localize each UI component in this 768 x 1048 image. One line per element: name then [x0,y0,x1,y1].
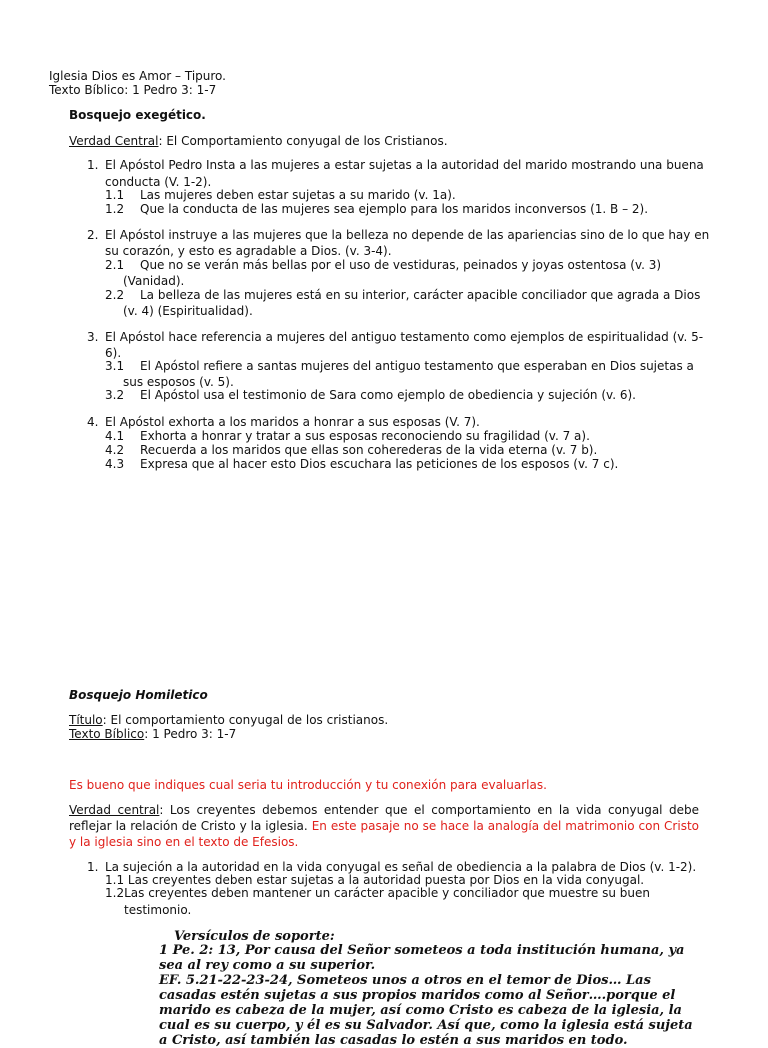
central-truth-text: : El Comportamiento conyugal de los Cristianos. [158,134,448,148]
subpoint-text: Que no se verán más bellas por el uso de vestiduras, peinados y joyas ostentosa (v. 3) [140,258,662,272]
texto-text: : 1 Pedro 3: 1-7 [144,727,237,741]
subpoint-number: 4.1 [105,429,125,443]
central-text: : Los creyentes debemos entender que el comportamiento en la vida conyugal debe reflejar la relación de Cristo y la iglesia. [69,803,700,833]
subpoint-text: 1.2Las creyentes deben mantener un carácter apacible y conciliador que muestre su buen [105,886,651,900]
point-text-cont: conducta (V. 1-2). [105,175,212,189]
subpoint-text-cont: (Vanidad). [123,274,185,288]
subpoint-text: Expresa que al hacer esto Dios escuchara las peticiones de los esposos (v. 7 c). [140,457,619,471]
subpoint-text: 1.1 Las creyentes deben estar sujetas a la autoridad puesta por Dios en la vida conyugal. [105,873,645,887]
subpoint-number: 2.1 [105,258,125,272]
homiletic-titulo [69,713,388,727]
subpoint-number: 1.1 [105,188,125,202]
exegetic-central-truth [69,134,448,148]
subpoint-number: 4.2 [105,443,125,457]
point-text: El Apóstol Pedro Insta a las mujeres a estar sujetas a la autoridad del marido mostrando una buena [105,158,704,172]
homiletic-title: Bosquejo Homiletico [69,688,208,702]
support-verse-2: EF. 5.21-22-23-24, Someteos unos a otros en el temor de Dios… Las casadas estén sujetas a sus propios maridos como al Señor….porque el marido es cabeza de la mujer, así como Cristo es cabeza de la iglesia, la cual es su cuerpo, y él es su Salvador. Así que, como la iglesia está sujeta a Cristo, así también las casadas lo estén a sus maridos en todo. [159,973,693,1048]
titulo-text: : El comportamiento conyugal de los cristianos. [102,713,389,727]
point-text: El Apóstol exhorta a los maridos a honrar a sus esposas (V. 7). [105,415,480,429]
subpoint-text: Las mujeres deben estar sujetas a su marido (v. 1a). [140,188,456,202]
subpoint-text: El Apóstol usa el testimonio de Sara como ejemplo de obediencia y sujeción (v. 6). [140,388,636,402]
point-number: 2. [87,228,99,242]
subpoint-text: Exhorta a honrar y tratar a sus esposas reconociendo su fragilidad (v. 7 a). [140,429,590,443]
subpoint-number: 1.2 [105,202,125,216]
central-label: Verdad central [69,803,160,817]
point-number: 4. [87,415,99,429]
subpoint-text-cont: testimonio. [124,903,192,917]
subpoint-text: Que la conducta de las mujeres sea ejemplo para los maridos inconversos (1. B – 2). [140,202,649,216]
subpoint-number: 2.2 [105,288,125,302]
titulo-label: Título [69,713,103,727]
texto-label: Texto Bíblico [69,727,145,741]
exegetic-title: Bosquejo exegético. [69,108,206,122]
homiletic-texto [69,727,236,741]
point-text: El Apóstol instruye a las mujeres que la belleza no depende de las apariencias sino de lo que hay en [105,228,710,242]
point-text-cont: 6). [105,346,122,360]
subpoint-number: 3.2 [105,388,125,402]
point-text: El Apóstol hace referencia a mujeres del antiguo testamento como ejemplos de espiritualidad (v. 5- [105,330,704,344]
subpoint-number: 3.1 [105,359,125,373]
subpoint-text: La belleza de las mujeres está en su interior, carácter apacible conciliador que agrada a Dios [140,288,701,302]
point-number: 1. [87,860,99,874]
subpoint-number: 4.3 [105,457,125,471]
support-heading: Versículos de soporte: [174,929,335,944]
central-truth-label: Verdad Central [69,134,159,148]
church-name: Iglesia Dios es Amor – Tipuro. [49,69,226,83]
point-text: La sujeción a la autoridad en la vida conyugal es señal de obediencia a la palabra de Dios (v. 1-2). [105,860,697,874]
subpoint-text: Recuerda a los maridos que ellas son coherederas de la vida eterna (v. 7 b). [140,443,598,457]
support-verse-1: 1 Pe. 2: 13, Por causa del Señor someteos a toda institución humana, ya sea al rey como a su superior. [159,943,685,973]
reviewer-comment-central: En este pasaje no se hace la analogía del matrimonio con Cristo y la iglesia sino en el texto de Efesios. [69,819,699,849]
reviewer-comment-intro: Es bueno que indiques cual seria tu introducción y tu conexión para evaluarlas. [69,778,547,792]
point-number: 3. [87,330,99,344]
point-text-cont: su corazón, y esto es agradable a Dios. (v. 3-4). [105,244,392,258]
subpoint-text: El Apóstol refiere a santas mujeres del antiguo testamento que esperaban en Dios sujetas a [140,359,694,373]
homiletic-central-truth [69,802,699,850]
subpoint-text-cont: sus esposos (v. 5). [123,375,234,389]
subpoint-text-cont: (v. 4) (Espiritualidad). [123,304,253,318]
bible-text: Texto Bíblico: 1 Pedro 3: 1-7 [49,83,217,97]
point-number: 1. [87,158,99,172]
